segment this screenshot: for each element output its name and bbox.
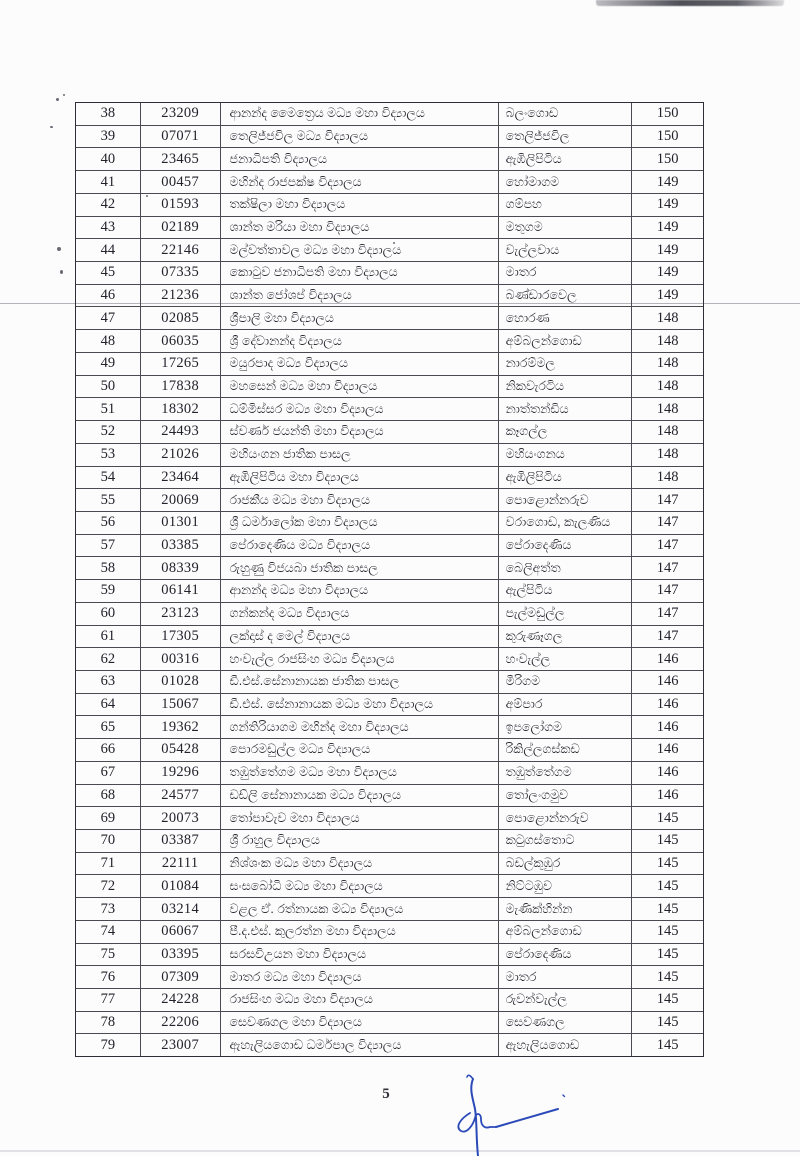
table-row xyxy=(76,512,703,535)
table-row xyxy=(76,989,703,1012)
cell-score: 147 xyxy=(656,627,679,644)
cell-code: 08339 xyxy=(141,557,221,579)
table-row xyxy=(76,694,703,717)
cell-school: පී.ද.එස්. කුලරත්න මහා විද්‍යාලය xyxy=(221,921,499,943)
cell-school: රාජසිංහ මධ්‍ය මහා විද්‍යාලය xyxy=(221,989,499,1011)
cell-code: 00457 xyxy=(141,171,221,193)
cell-no: 51 xyxy=(76,398,141,420)
cell-location: මාතර xyxy=(499,262,633,284)
cell-location: කුරුණෑගල xyxy=(499,626,633,648)
cell-location: පේරාදෙණිය xyxy=(499,535,633,557)
cell-no: 56 xyxy=(76,512,141,534)
cell-school: නිශ්ශංක මධ්‍ය මහා විද්‍යාලය xyxy=(221,853,499,875)
cell-no: 74 xyxy=(76,921,141,943)
cell-school: මාතර මධ්‍ය මහා විද්‍යාලය xyxy=(221,966,499,988)
cell-score: 148 xyxy=(656,355,679,372)
cell-score: 149 xyxy=(656,241,679,258)
cell-code: 24493 xyxy=(141,421,221,443)
cell-location: හංවැල්ල xyxy=(499,648,633,670)
cell-school: වළල ඒ. රත්නායක මධ්‍ය විද්‍යාලය xyxy=(221,898,499,920)
table-row xyxy=(76,126,703,149)
table-row xyxy=(76,535,703,558)
cell-location: තෙලිජ්ජවිල xyxy=(499,126,633,148)
cell-code: 00316 xyxy=(141,648,221,670)
cell-score: 145 xyxy=(656,945,679,962)
cell-school: ඩඩ්ලි සේනානායක මධ්‍ය විද්‍යාලය xyxy=(221,785,499,807)
cell-location: රිකිල්ලගස්කඩ xyxy=(499,739,633,761)
cell-no: 50 xyxy=(76,376,141,398)
cell-location: අම්පාර xyxy=(499,694,633,716)
cell-school: සෙවණගල මහා විද්‍යාලය xyxy=(221,1012,499,1034)
cell-no: 63 xyxy=(76,671,141,693)
table-row xyxy=(76,148,703,171)
cell-score: 147 xyxy=(656,605,679,622)
cell-code: 18302 xyxy=(141,398,221,420)
table-row xyxy=(76,898,703,921)
cell-score: 147 xyxy=(656,559,679,576)
cell-location: කෑගල්ල xyxy=(499,421,633,443)
cell-score: 146 xyxy=(656,718,679,735)
cell-location: අම්බලන්ගොඩ xyxy=(499,330,633,352)
cell-location: ඇල්පිටිය xyxy=(499,580,633,602)
cell-score: 148 xyxy=(656,377,679,394)
cell-location: කටුගස්තොට xyxy=(499,830,633,852)
cell-code: 23123 xyxy=(141,603,221,625)
table-row xyxy=(76,580,703,603)
cell-location: සෙවණගල xyxy=(499,1012,633,1034)
cell-school: තඹුත්තේගම මධ්‍ය මහා විද්‍යාලය xyxy=(221,762,499,784)
table-row xyxy=(76,1012,703,1035)
cell-no: 40 xyxy=(76,148,141,170)
cell-code: 02085 xyxy=(141,307,221,329)
cell-no: 72 xyxy=(76,875,141,897)
cell-score: 150 xyxy=(656,105,679,122)
cell-score: 148 xyxy=(656,332,679,349)
cell-no: 55 xyxy=(76,489,141,511)
cell-code: 23209 xyxy=(141,103,221,125)
cell-location: නිකවැරටිය xyxy=(499,376,633,398)
scan-speck xyxy=(63,94,65,96)
cell-code: 06067 xyxy=(141,921,221,943)
cell-code: 17838 xyxy=(141,376,221,398)
cell-score: 147 xyxy=(656,537,679,554)
cell-no: 44 xyxy=(76,239,141,261)
cell-school: ශ්‍රීපාලි මහා විද්‍යාලය xyxy=(221,307,499,329)
table-row xyxy=(76,398,703,421)
cell-score: 146 xyxy=(656,696,679,713)
cell-code: 03385 xyxy=(141,535,221,557)
cell-no: 60 xyxy=(76,603,141,625)
table-row xyxy=(76,103,703,126)
table-row xyxy=(76,716,703,739)
table-row xyxy=(76,921,703,944)
cell-code: 07071 xyxy=(141,126,221,148)
table-row xyxy=(76,262,703,285)
table-row xyxy=(76,330,703,353)
cell-location: වරාගොඩ, කැලණිය xyxy=(499,512,633,534)
cell-school: තෙලිජ්ජවිල මධ්‍ය විද්‍යාලය xyxy=(221,126,499,148)
cell-code: 19362 xyxy=(141,716,221,738)
cell-school: ආනන්ද මධ්‍ය මහා විද්‍යාලය xyxy=(221,580,499,602)
cell-no: 41 xyxy=(76,171,141,193)
cell-score: 150 xyxy=(656,128,679,145)
cell-score: 145 xyxy=(656,923,679,940)
cell-location: බෙලිඅත්ත xyxy=(499,557,633,579)
cell-no: 66 xyxy=(76,739,141,761)
cell-school: ඇඹිලිපිටිය මහා විද්‍යාලය xyxy=(221,467,499,489)
cell-location: මීරිගම xyxy=(499,671,633,693)
table-row xyxy=(76,603,703,626)
cell-no: 79 xyxy=(76,1034,141,1056)
cell-code: 06141 xyxy=(141,580,221,602)
cell-code: 17265 xyxy=(141,353,221,375)
cell-code: 22111 xyxy=(141,853,221,875)
cell-school: මහින්ද රාජපක්ෂ විද්‍යාලය xyxy=(221,171,499,193)
cell-score: 147 xyxy=(656,582,679,599)
cell-code: 15067 xyxy=(141,694,221,716)
cell-school: ඇහැලියගොඩ ධර්මපාල විද්‍යාලය xyxy=(221,1034,499,1056)
cell-code: 01028 xyxy=(141,671,221,693)
cell-code: 17305 xyxy=(141,626,221,648)
cell-score: 145 xyxy=(656,809,679,826)
cell-no: 45 xyxy=(76,262,141,284)
table-row xyxy=(76,739,703,762)
cell-score: 146 xyxy=(656,741,679,758)
cell-no: 59 xyxy=(76,580,141,602)
table-row xyxy=(76,421,703,444)
cell-location: හොරණ xyxy=(499,307,633,329)
cell-code: 05428 xyxy=(141,739,221,761)
cell-code: 03214 xyxy=(141,898,221,920)
cell-no: 64 xyxy=(76,694,141,716)
cell-no: 75 xyxy=(76,944,141,966)
cell-score: 149 xyxy=(656,218,679,235)
cell-no: 69 xyxy=(76,807,141,829)
cell-score: 149 xyxy=(656,173,679,190)
cell-school: ශ්‍රී ධර්මාලෝක මහා විද්‍යාලය xyxy=(221,512,499,534)
cell-no: 46 xyxy=(76,285,141,307)
cell-code: 01301 xyxy=(141,512,221,534)
cell-code: 20073 xyxy=(141,807,221,829)
cell-code: 23464 xyxy=(141,467,221,489)
cell-score: 146 xyxy=(656,673,679,690)
scan-speck xyxy=(56,98,59,101)
cell-score: 148 xyxy=(656,423,679,440)
cell-score: 146 xyxy=(656,650,679,667)
cell-no: 42 xyxy=(76,194,141,216)
cell-code: 23007 xyxy=(141,1034,221,1056)
cell-score: 147 xyxy=(656,514,679,531)
cell-location: නාරම්මල xyxy=(499,353,633,375)
table-row xyxy=(76,444,703,467)
cell-school: තක්ෂිලා මහා විද්‍යාලය xyxy=(221,194,499,216)
table-row xyxy=(76,557,703,580)
table-row xyxy=(76,785,703,808)
cell-location: මතුගම xyxy=(499,217,633,239)
cell-score: 149 xyxy=(656,196,679,213)
cell-location: බඩල්කුඹුර xyxy=(499,853,633,875)
cell-location: පේරාදෙණිය xyxy=(499,944,633,966)
cell-location: තඹුත්තේගම xyxy=(499,762,633,784)
cell-score: 145 xyxy=(656,968,679,985)
cell-no: 54 xyxy=(76,467,141,489)
cell-location: වැල්ලවාය xyxy=(499,239,633,261)
cell-location: නිට්ටඹුව xyxy=(499,875,633,897)
cell-no: 76 xyxy=(76,966,141,988)
table-row xyxy=(76,489,703,512)
cell-no: 38 xyxy=(76,103,141,125)
cell-score: 145 xyxy=(656,877,679,894)
cell-score: 145 xyxy=(656,1036,679,1053)
cell-code: 02189 xyxy=(141,217,221,239)
cell-school: ශ්‍රී රාහුල විද්‍යාලය xyxy=(221,830,499,852)
cell-location: මාතර xyxy=(499,966,633,988)
cell-location: ඇඹිලිපිටිය xyxy=(499,148,633,170)
cell-no: 77 xyxy=(76,989,141,1011)
cell-school: කොටුව ජනාධිපති මහා විද්‍යාලය xyxy=(221,262,499,284)
cell-code: 24577 xyxy=(141,785,221,807)
table-row xyxy=(76,217,703,240)
cell-code: 20069 xyxy=(141,489,221,511)
cell-code: 03395 xyxy=(141,944,221,966)
cell-school: ශාන්ත ජෝශප් විද්‍යාලය xyxy=(221,285,499,307)
cell-location: මහියංගනය xyxy=(499,444,633,466)
table-row xyxy=(76,376,703,399)
cell-code: 01593 xyxy=(141,194,221,216)
cell-no: 58 xyxy=(76,557,141,579)
cell-school: ස්වර්ණ ජයන්ති මහා විද්‍යාලය xyxy=(221,421,499,443)
cell-no: 73 xyxy=(76,898,141,920)
cell-code: 03387 xyxy=(141,830,221,852)
cell-score: 149 xyxy=(656,264,679,281)
cell-location: ඇඹිලිපිටිය xyxy=(499,467,633,489)
cell-no: 70 xyxy=(76,830,141,852)
table-row xyxy=(76,830,703,853)
cell-location: ඇහැලියගොඩ xyxy=(499,1034,633,1056)
scan-smudge-top xyxy=(596,0,784,6)
cell-no: 78 xyxy=(76,1012,141,1034)
cell-location: මැණික්හින්න xyxy=(499,898,633,920)
cell-score: 149 xyxy=(656,287,679,304)
cell-score: 145 xyxy=(656,855,679,872)
cell-score: 148 xyxy=(656,400,679,417)
cell-school: සංසබෝධි මධ්‍ය මහා විද්‍යාලය xyxy=(221,875,499,897)
cell-school: ගන්තිරියාගම මහින්ද මහා විද්‍යාලය xyxy=(221,716,499,738)
cell-no: 48 xyxy=(76,330,141,352)
cell-no: 61 xyxy=(76,626,141,648)
cell-code: 21026 xyxy=(141,444,221,466)
cell-code: 21236 xyxy=(141,285,221,307)
cell-no: 49 xyxy=(76,353,141,375)
cell-no: 43 xyxy=(76,217,141,239)
cell-code: 07309 xyxy=(141,966,221,988)
cell-code: 23465 xyxy=(141,148,221,170)
cell-score: 146 xyxy=(656,764,679,781)
cell-no: 67 xyxy=(76,762,141,784)
cell-location: ඉපලෝගම xyxy=(499,716,633,738)
scan-speck xyxy=(57,247,61,251)
cell-score: 148 xyxy=(656,468,679,485)
table-row xyxy=(76,944,703,967)
cell-score: 148 xyxy=(656,446,679,463)
cell-location: බලංගොඩ xyxy=(499,103,633,125)
scan-speck xyxy=(50,126,53,128)
table-row xyxy=(76,966,703,989)
cell-school: ඩී.එස්.සේනානායක ජාතික පාසල xyxy=(221,671,499,693)
cell-school: පේරාදෙණිය මධ්‍ය විද්‍යාලය xyxy=(221,535,499,557)
table-row xyxy=(76,671,703,694)
cell-school: ගන්කන්ද මධ්‍ය විද්‍යාලය xyxy=(221,603,499,625)
page-number: 5 xyxy=(382,1086,390,1102)
cell-school: ලක්දාස් ද මෙල් විද්‍යාලය xyxy=(221,626,499,648)
scan-streak-bottom xyxy=(0,1150,800,1152)
handwritten-signature xyxy=(440,1063,640,1156)
table-row xyxy=(76,762,703,785)
cell-no: 65 xyxy=(76,716,141,738)
cell-no: 52 xyxy=(76,421,141,443)
table-row xyxy=(76,807,703,830)
cell-score: 148 xyxy=(656,309,679,326)
cell-no: 53 xyxy=(76,444,141,466)
cell-score: 145 xyxy=(656,1014,679,1031)
cell-school: මල්වත්තාවල මධ්‍ය මහා විද්‍යාලය xyxy=(221,239,499,261)
cell-location: බණ්ඩාරවෙල xyxy=(499,285,633,307)
cell-code: 22146 xyxy=(141,239,221,261)
cell-no: 39 xyxy=(76,126,141,148)
scan-speck xyxy=(60,270,63,274)
cell-score: 150 xyxy=(656,150,679,167)
table-row xyxy=(76,853,703,876)
cell-school: සරසවිඋයන මහා විද්‍යාලය xyxy=(221,944,499,966)
cell-code: 06035 xyxy=(141,330,221,352)
cell-location: ගම්පහ xyxy=(499,194,633,216)
cell-school: ශාන්ත මරියා මහා විද්‍යාලය xyxy=(221,217,499,239)
cell-score: 145 xyxy=(656,832,679,849)
table-row xyxy=(76,648,703,671)
cell-school: රුහුණු විජයබා ජාතික පාසල xyxy=(221,557,499,579)
cell-location: රුවන්වැල්ල xyxy=(499,989,633,1011)
cell-school: රාජකීය මධ්‍ය මහා විද්‍යාලය xyxy=(221,489,499,511)
cell-school: ධම්මිස්සර මධ්‍ය මහා විද්‍යාලය xyxy=(221,398,499,420)
cell-code: 22206 xyxy=(141,1012,221,1034)
school-results-table xyxy=(75,102,704,1057)
cell-code: 01084 xyxy=(141,875,221,897)
cell-no: 68 xyxy=(76,785,141,807)
table-row xyxy=(76,353,703,376)
cell-school: මහසෙන් මධ්‍ය මහා විද්‍යාලය xyxy=(221,376,499,398)
cell-score: 145 xyxy=(656,991,679,1008)
cell-location: නාත්තන්ඩිය xyxy=(499,398,633,420)
cell-no: 57 xyxy=(76,535,141,557)
cell-location: හෝමාගම xyxy=(499,171,633,193)
cell-location: පොළොන්නරුව xyxy=(499,489,633,511)
cell-school: ආනන්ද මෛත්‍රෙය මධ්‍ය මහා විද්‍යාලය xyxy=(221,103,499,125)
cell-no: 47 xyxy=(76,307,141,329)
cell-no: 71 xyxy=(76,853,141,875)
cell-location: අම්බලන්ගොඩ xyxy=(499,921,633,943)
table-row xyxy=(76,307,703,330)
table-row xyxy=(76,239,703,262)
cell-code: 24228 xyxy=(141,989,221,1011)
table-row xyxy=(76,626,703,649)
cell-score: 146 xyxy=(656,786,679,803)
cell-school: ශ්‍රී දේවානන්ද විද්‍යාලය xyxy=(221,330,499,352)
cell-score: 145 xyxy=(656,900,679,917)
table-row xyxy=(76,875,703,898)
cell-location: තෝලංගමුව xyxy=(499,785,633,807)
cell-school: ඩී.එස්. සේනානායක මධ්‍ය මහා විද්‍යාලය xyxy=(221,694,499,716)
cell-school: පොරමඩුල්ල මධ්‍ය විද්‍යාලය xyxy=(221,739,499,761)
cell-school: මයුරපාද මධ්‍ය විද්‍යාලය xyxy=(221,353,499,375)
cell-location: පොළොන්නරුව xyxy=(499,807,633,829)
table-row xyxy=(76,285,703,308)
table-row xyxy=(76,467,703,490)
cell-school: හංවැල්ල රාජසිංහ මධ්‍ය විද්‍යාලය xyxy=(221,648,499,670)
cell-code: 19296 xyxy=(141,762,221,784)
cell-school: ජනාධිපති විද්‍යාලය xyxy=(221,148,499,170)
cell-no: 62 xyxy=(76,648,141,670)
table-row xyxy=(76,1034,703,1056)
cell-score: 147 xyxy=(656,491,679,508)
table-row xyxy=(76,194,703,217)
cell-location: පැල්මඩුල්ල xyxy=(499,603,633,625)
cell-school: මහියංගන ජාතික පාසල xyxy=(221,444,499,466)
table-row xyxy=(76,171,703,194)
cell-code: 07335 xyxy=(141,262,221,284)
cell-school: තෝපාවැව මහා විද්‍යාලය xyxy=(221,807,499,829)
